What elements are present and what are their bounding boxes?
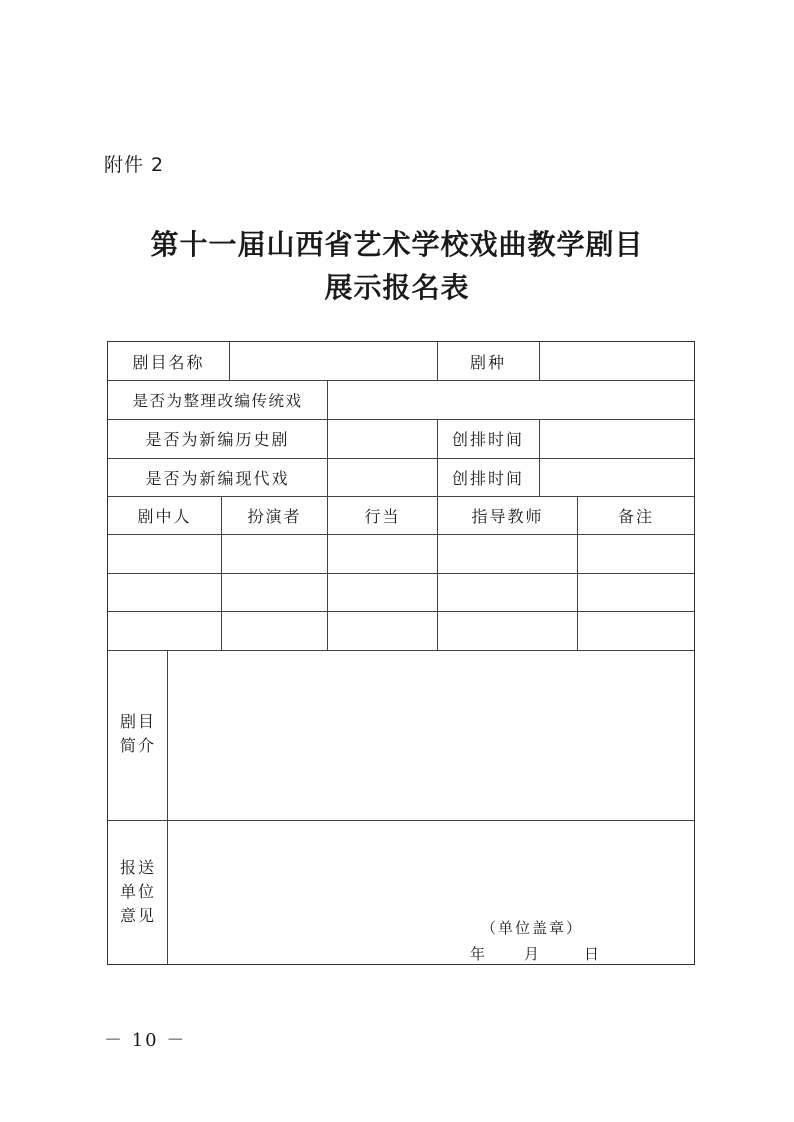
page-title-line2: 展示报名表: [324, 271, 470, 304]
genre-label: 剧种: [469, 352, 506, 372]
cast-cell[interactable]: [222, 612, 327, 650]
cast-cell[interactable]: [578, 612, 694, 650]
date-month-label: 月: [524, 945, 542, 963]
cast-cell[interactable]: [108, 612, 221, 650]
cast-header-instructor: 指导教师: [471, 506, 544, 526]
cast-cell[interactable]: [222, 535, 327, 573]
new-modern-field[interactable]: [328, 458, 437, 496]
synopsis-label-line: 简介: [120, 736, 157, 755]
cast-cell[interactable]: [328, 612, 437, 650]
cast-cell[interactable]: [438, 535, 577, 573]
page-number: － 10 －: [104, 1030, 187, 1051]
opinion-label-line: 单位: [120, 882, 157, 901]
new-historical-label: 是否为新编历史剧: [145, 430, 290, 449]
synopsis-label-line: 剧目: [120, 712, 157, 731]
cast-cell[interactable]: [222, 574, 327, 611]
attachment-label: 附件 2: [104, 154, 165, 176]
cast-cell[interactable]: [438, 574, 577, 611]
cast-header-role: 剧中人: [137, 506, 192, 526]
cast-header-remarks: 备注: [617, 506, 654, 526]
page-title-line1: 第十一届山西省艺术学校戏曲教学剧目: [150, 228, 644, 261]
opinion-field[interactable]: [168, 821, 694, 964]
adapted-traditional-label: 是否为整理改编传统戏: [132, 391, 303, 410]
cast-header-role-type: 行当: [364, 506, 401, 526]
date-year-label: 年: [470, 945, 488, 963]
rehearsal-time-label: 创排时间: [451, 430, 524, 449]
cast-cell[interactable]: [578, 574, 694, 611]
play-name-label: 剧目名称: [132, 352, 205, 372]
cast-cell[interactable]: [438, 612, 577, 650]
cast-cell[interactable]: [328, 574, 437, 611]
opinion-label-line: 报送: [120, 858, 157, 877]
rehearsal-time-field[interactable]: [540, 419, 694, 458]
date-day-label: 日: [584, 945, 602, 963]
registration-form-table: [107, 341, 695, 965]
cast-cell[interactable]: [108, 574, 221, 611]
play-name-field[interactable]: [230, 342, 437, 380]
rehearsal-time-label: 创排时间: [451, 468, 524, 488]
cast-cell[interactable]: [108, 535, 221, 573]
opinion-label-line: 意见: [120, 906, 157, 925]
cast-cell[interactable]: [328, 535, 437, 573]
cast-header-performer: 扮演者: [247, 506, 302, 526]
synopsis-label: [120, 710, 156, 758]
rehearsal-time-field[interactable]: [540, 458, 694, 496]
cast-cell[interactable]: [578, 535, 694, 573]
adapted-traditional-field[interactable]: [328, 380, 694, 419]
genre-field[interactable]: [540, 342, 694, 380]
synopsis-field[interactable]: [168, 651, 694, 820]
new-modern-label: 是否为新编现代戏: [145, 468, 290, 488]
unit-seal-text: （单位盖章）: [481, 919, 584, 937]
new-historical-field[interactable]: [328, 419, 437, 458]
opinion-label: [120, 856, 156, 928]
